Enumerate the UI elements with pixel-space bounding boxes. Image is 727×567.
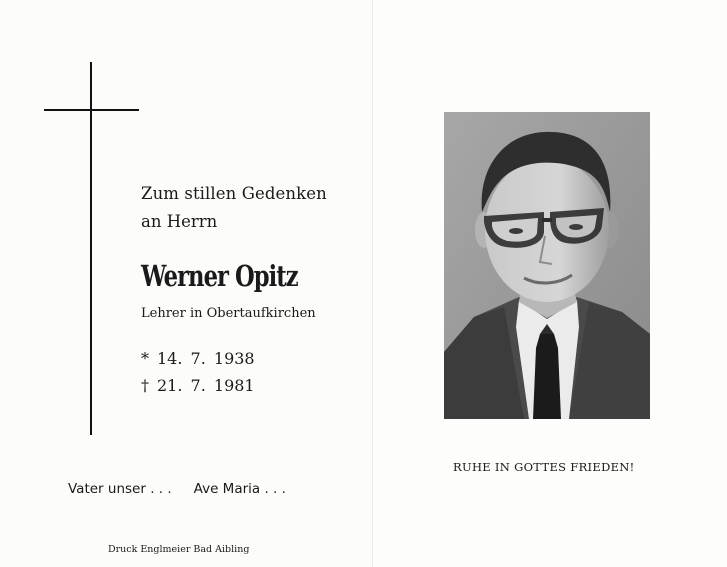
death-date: 21. 7. 1981 (157, 376, 255, 395)
motto: RUHE IN GOTTES FRIEDEN! (453, 460, 635, 474)
greeting-line-2: an Herrn (141, 212, 218, 231)
death-line (141, 376, 255, 395)
cross-icon-vertical (90, 62, 92, 435)
occupation: Lehrer in Obertaufkirchen (141, 306, 316, 321)
prayers (68, 481, 286, 497)
birth-symbol: * (141, 349, 149, 368)
death-symbol: † (141, 376, 149, 395)
birth-line (141, 349, 255, 368)
printer-imprint: Druck Englmeier Bad Aibling (108, 544, 250, 555)
portrait-illustration (444, 112, 650, 419)
cross-icon-horizontal (44, 109, 139, 111)
prayer-vater-unser: Vater unser . . . (68, 481, 172, 497)
greeting-line-1: Zum stillen Gedenken (141, 184, 327, 203)
deceased-name: Werner Opitz (141, 259, 298, 293)
portrait-photo (444, 112, 650, 419)
birth-date: 14. 7. 1938 (157, 349, 255, 368)
prayer-ave-maria: Ave Maria . . . (193, 481, 286, 497)
